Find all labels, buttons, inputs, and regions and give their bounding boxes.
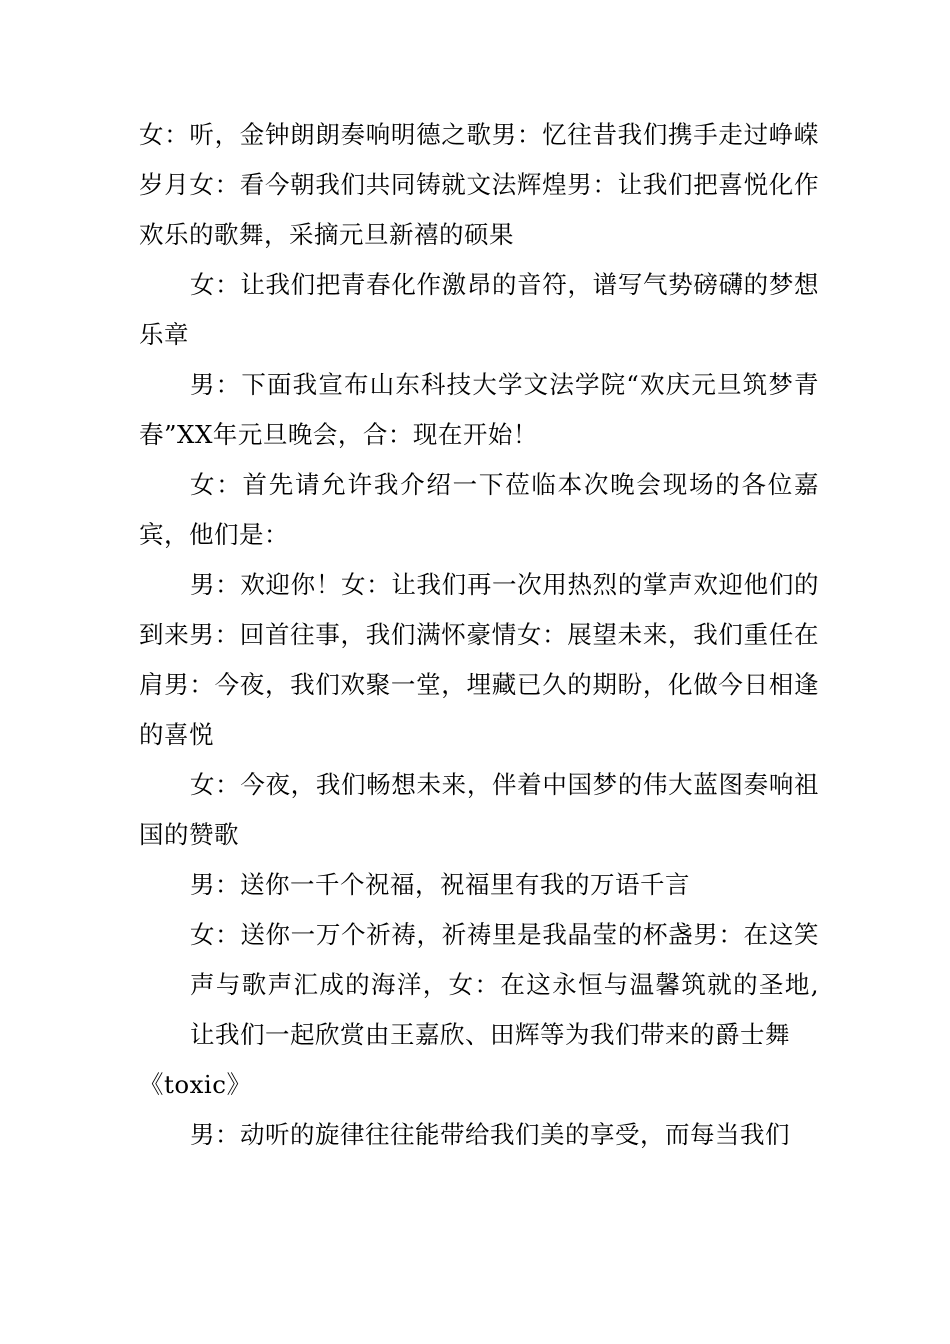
- song-title: 《toxic》: [139, 1070, 252, 1099]
- paragraph-6: 女：今夜，我们畅想未来，伴着中国梦的伟大蓝图奏响祖国的赞歌: [139, 770, 819, 849]
- paragraph-5: 男：欢迎你！女：让我们再一次用热烈的掌声欢迎他们的到来男：回首往事，我们满怀豪情女：展望未来，我们重任在肩男：今夜，我们欢聚一堂，埋藏已久的期盼，化做今日相逢的喜悦: [139, 570, 819, 749]
- paragraph-7: 男：送你一千个祝福，祝福里有我的万语千言: [190, 870, 690, 899]
- paragraph-4: 女：首先请允许我介绍一下莅临本次晚会现场的各位嘉宾，他们是：: [139, 470, 819, 549]
- paragraph-2: 女：让我们把青春化作激昂的音符，谱写气势磅礴的梦想乐章: [139, 270, 819, 349]
- paragraph-3: 男：下面我宣布山东科技大学文法学院“欢庆元旦筑梦青春”XX年元旦晚会，合：现在开始！: [139, 370, 819, 449]
- paragraph-1: 女：听，金钟朗朗奏响明德之歌男：忆往昔我们携手走过峥嵘岁月女：看今朝我们共同铸就文法辉煌男：让我们把喜悦化作欢乐的歌舞，采摘元旦新禧的硕果: [139, 120, 819, 249]
- paragraph-10: 男：动听的旋律往往能带给我们美的享受，而每当我们: [190, 1120, 790, 1149]
- paragraph-8: 女：送你一万个祈祷，祈祷里是我晶莹的杯盏男：在这笑声与歌声汇成的海洋，女：在这永恒与温馨筑就的圣地,让我们一起欣赏由王嘉欣、田辉等为我们带来的爵士舞: [190, 920, 819, 1049]
- body-text: [139, 110, 819, 1160]
